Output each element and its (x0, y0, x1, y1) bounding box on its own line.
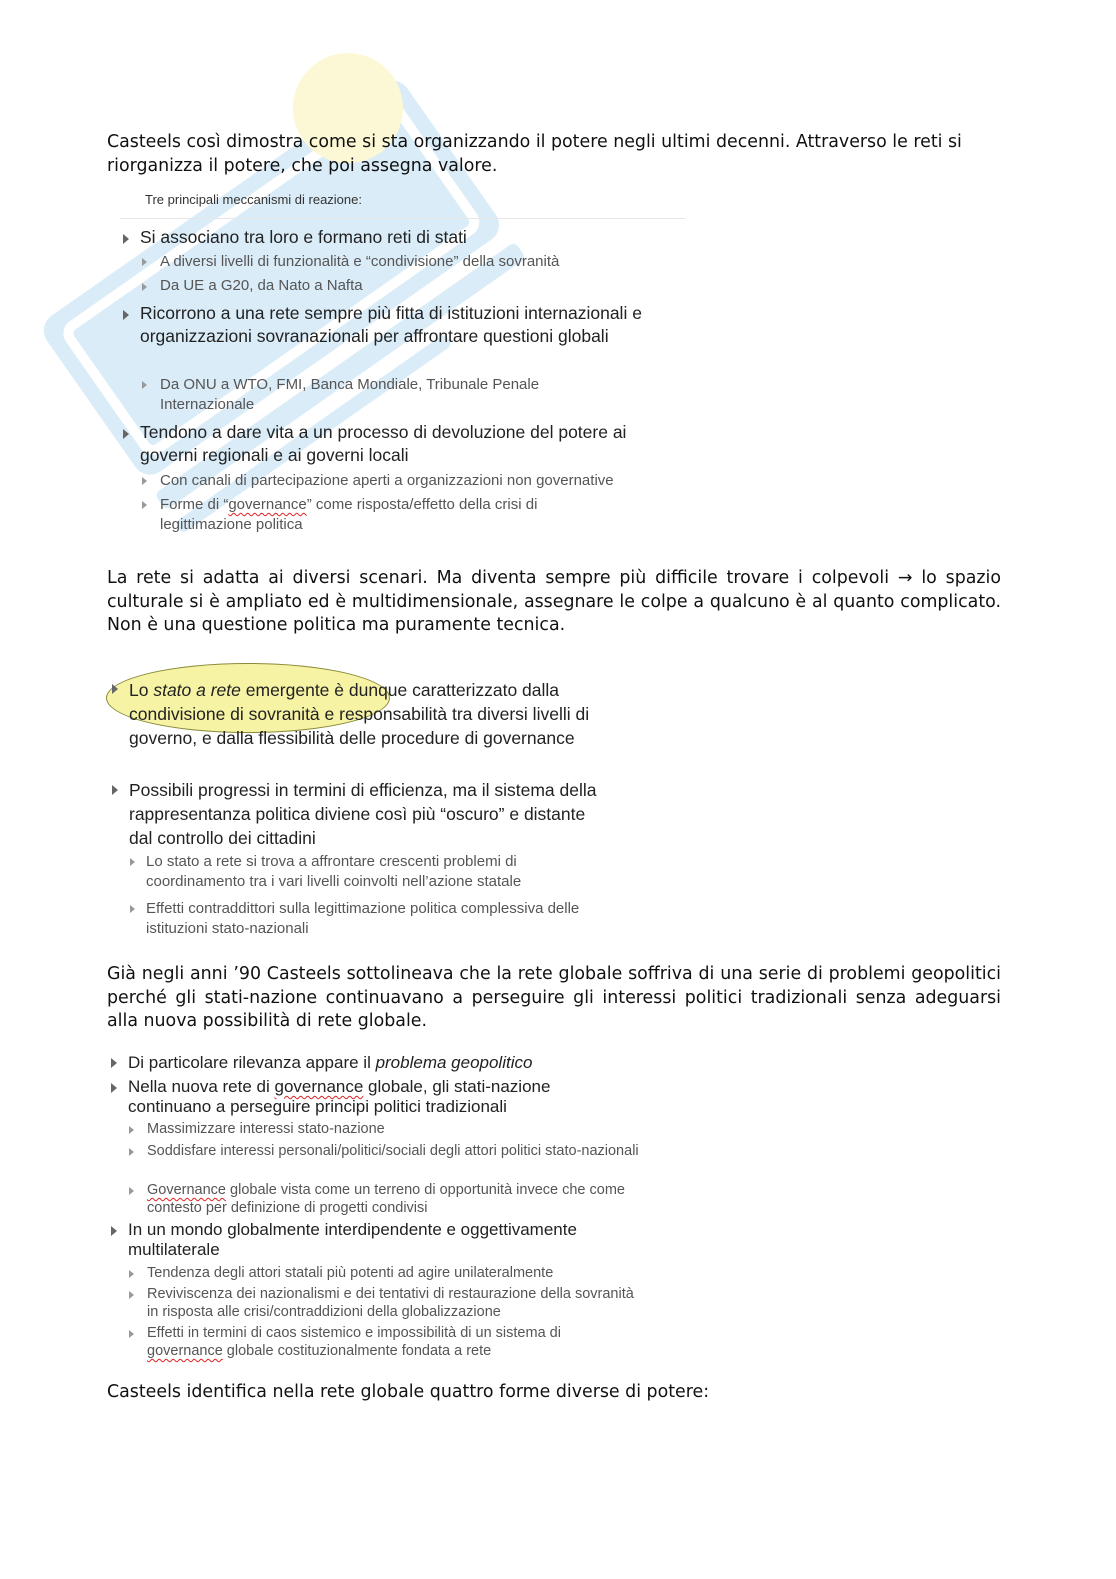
sub-bullet-arrow-icon (142, 381, 147, 389)
slide-divider (120, 218, 685, 219)
text-segment: globale vista come un terreno di opportunità invece che come contesto per definizione di progetti condivisi (147, 1182, 625, 1216)
text-segment: Forme di “ (160, 496, 229, 513)
sub-bullet-arrow-icon (129, 1187, 134, 1195)
misspelled-word: governance (274, 1077, 364, 1096)
sub-bullet-arrow-icon (129, 1291, 134, 1299)
slide-sub-bullet (147, 1181, 657, 1217)
text-segment: Lo (129, 680, 154, 700)
slide-sub-bullet: Effetti contraddittori sulla legittimazione politica complessiva delle istituzioni stato-nazionali (146, 900, 580, 937)
bullet-arrow-icon (111, 1083, 117, 1093)
paragraph-geopolitical: Già negli anni ’90 Casteels sottolineava che la rete globale soffriva di una serie di problemi geopolitici perché gli stati-nazione continuavano a perseguire gli interessi politici tradizionali senza adeguarsi alla nuova possibilità di rete globale. (107, 964, 1001, 1031)
sub-bullet-arrow-icon (129, 1330, 134, 1338)
slide-sub-bullet: Soddisfare interessi personali/politici/sociali degli attori politici stato-nazionali (147, 1143, 639, 1159)
bullet-arrow-icon (111, 1226, 117, 1236)
slide-sub-bullet (160, 495, 600, 535)
slide-bullet: In un mondo globalmente interdipendente e oggettivamente multilaterale (128, 1220, 577, 1259)
slide-bullet: Possibili progressi in termini di efficienza, ma il sistema della rappresentanza politica diviene così più “oscuro” e distante dal controllo dei cittadini (129, 780, 597, 848)
emphasis-text: problema geopolitico (375, 1053, 533, 1072)
sub-bullet-arrow-icon (142, 477, 147, 485)
slide-sub-bullet: Reviviscenza dei nazionalismi e dei tentativi di restaurazione della sovranità in risposta alle crisi/contraddizioni della globalizzazione (147, 1286, 634, 1320)
slide-bullet: Si associano tra loro e formano reti di stati (140, 227, 467, 247)
slide-bullet: Tendono a dare vita a un processo di devoluzione del potere ai governi regionali e ai governi locali (140, 422, 627, 465)
text-segment: Nella nuova rete di (128, 1077, 275, 1096)
misspelled-word: governance (147, 1343, 223, 1359)
bullet-arrow-icon (112, 684, 118, 694)
emphasis-text: stato a rete (153, 680, 241, 700)
slide-sub-bullet: Massimizzare interessi stato-nazione (147, 1121, 385, 1137)
sub-bullet-arrow-icon (142, 283, 147, 291)
slide-bullet (128, 1053, 668, 1073)
sub-bullet-arrow-icon (130, 858, 135, 866)
misspelled-word: governance (228, 496, 307, 513)
sub-bullet-arrow-icon (129, 1270, 134, 1278)
paragraph-intro: Casteels così dimostra come si sta organizzando il potere negli ultimi decenni. Attraverso le reti si riorganizza il potere, che poi assegna valore. (107, 132, 962, 176)
bullet-arrow-icon (123, 310, 129, 320)
slide-sub-bullet: Da UE a G20, da Nato a Nafta (160, 277, 363, 294)
slide-bullet (128, 1077, 628, 1117)
bullet-arrow-icon (123, 429, 129, 439)
text-segment: globale, gli stati-nazione continuano a perseguire principi politici tradizionali (128, 1077, 551, 1116)
misspelled-word: Governance (147, 1182, 226, 1198)
slide-header: Tre principali meccanismi di reazione: (145, 192, 362, 207)
slide-sub-bullet: Da ONU a WTO, FMI, Banca Mondiale, Tribunale Penale Internazionale (160, 376, 540, 413)
text-segment: emergente è dunque caratterizzato dalla condivisione di sovranità e responsabilità tra diversi livelli di governo, e dalla flessibilità delle procedure di governance (129, 680, 590, 748)
bullet-arrow-icon (112, 785, 118, 795)
slide-sub-bullet: Tendenza degli attori statali più potenti ad agire unilateralmente (147, 1265, 554, 1281)
sub-bullet-arrow-icon (142, 501, 147, 509)
sub-bullet-arrow-icon (129, 1126, 134, 1134)
paragraph-network-adapts: La rete si adatta ai diversi scenari. Ma diventa sempre più difficile trovare i colpevoli → lo spazio culturale si è ampliato ed è multidimensionale, assegnare le colpe a qualcuno è al quanto complicato. Non è una questione politica ma puramente tecnica. (107, 568, 1001, 635)
text-segment: ” come risposta/effetto della crisi di legittimazione politica (160, 496, 538, 533)
slide-sub-bullet: Lo stato a rete si trova a affrontare crescenti problemi di coordinamento tra i vari livelli coinvolti nell’azione statale (146, 853, 522, 890)
slide-bullet (129, 678, 599, 750)
text-segment: globale costituzionalmente fondata a rete (222, 1343, 492, 1359)
bullet-arrow-icon (123, 234, 129, 244)
paragraph-four-powers: Casteels identifica nella rete globale quattro forme diverse di potere: (107, 1382, 710, 1402)
sub-bullet-arrow-icon (130, 905, 135, 913)
slide-bullet: Ricorrono a una rete sempre più fitta di istituzioni internazionali e organizzazioni sovranazionali per affrontare questioni globali (140, 303, 642, 346)
text-segment: Effetti in termini di caos sistemico e impossibilità di un sistema di (147, 1325, 561, 1341)
sub-bullet-arrow-icon (129, 1148, 134, 1156)
slide-sub-bullet: A diversi livelli di funzionalità e “condivisione” della sovranità (160, 253, 560, 270)
bullet-arrow-icon (111, 1058, 117, 1068)
slide-sub-bullet (147, 1324, 637, 1360)
slide-sub-bullet: Con canali di partecipazione aperti a organizzazioni non governative (160, 472, 614, 489)
sub-bullet-arrow-icon (142, 258, 147, 266)
text-segment: Di particolare rilevanza appare il (128, 1053, 376, 1072)
